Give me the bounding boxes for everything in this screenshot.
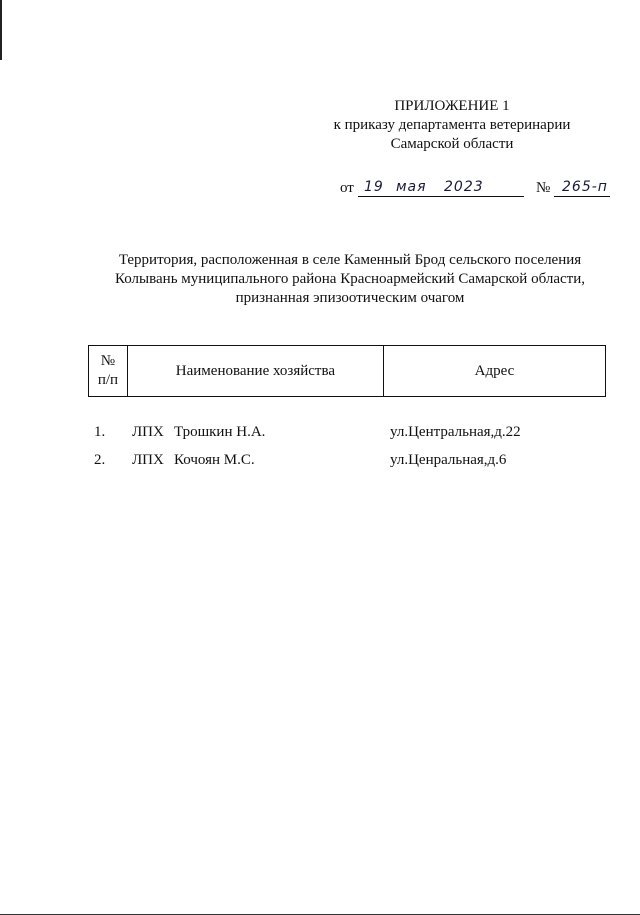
row-org-type: ЛПХ — [132, 424, 164, 440]
column-header-farm-name: Наименование хозяйства — [127, 346, 383, 397]
date-prefix: от — [340, 180, 354, 196]
date-year: 2023 — [444, 179, 484, 195]
appendix-header — [302, 97, 602, 154]
table-row — [94, 424, 614, 452]
column-header-number-label: п/п — [97, 372, 119, 388]
date-day: 19 — [364, 179, 384, 195]
row-number: 2. — [94, 452, 106, 468]
row-farm-owner: Трошкин Н.А. — [174, 424, 266, 440]
row-address: ул.Ценральная,д.6 — [390, 452, 507, 468]
farms-table-header — [88, 345, 606, 397]
table-row — [94, 452, 614, 480]
order-date-line — [340, 175, 610, 197]
title-line-2: Колывань муниципального района Красноармейский Самарской области, — [115, 271, 585, 287]
number-label: № — [536, 180, 551, 196]
appendix-order-reference: к приказу департамента ветеринарии — [333, 117, 571, 133]
scan-edge-mark — [0, 0, 2, 60]
appendix-title: ПРИЛОЖЕНИЕ 1 — [394, 98, 510, 114]
row-farm-owner: Кочоян М.С. — [174, 452, 255, 468]
farms-list — [94, 424, 614, 480]
order-number: 265-п — [562, 179, 608, 195]
appendix-region: Самарской области — [390, 136, 514, 152]
row-org-type: ЛПХ — [132, 452, 164, 468]
column-header-number-symbol: № — [100, 353, 116, 369]
date-month: мая — [396, 179, 427, 195]
title-line-3: признанная эпизоотическим очагом — [235, 290, 465, 306]
title-line-1: Территория, расположенная в селе Каменный Брод сельского поселения — [118, 252, 582, 268]
table-header-row — [89, 346, 606, 397]
column-header-number — [89, 346, 128, 397]
row-address: ул.Центральная,д.22 — [390, 424, 521, 440]
column-header-address: Адрес — [383, 346, 605, 397]
row-number: 1. — [94, 424, 106, 440]
document-title — [90, 251, 610, 308]
